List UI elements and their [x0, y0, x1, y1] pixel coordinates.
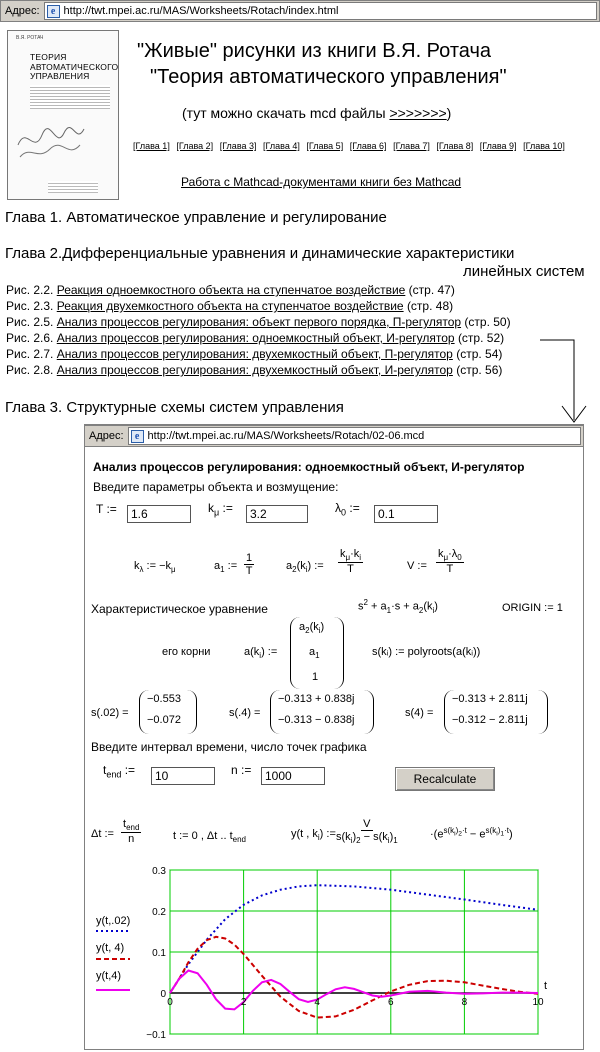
recalculate-button[interactable]: Recalculate: [395, 767, 495, 791]
dt-fraction: $t_{end}$ n: [123, 818, 140, 846]
s02-label: s(.02) =: [91, 707, 129, 719]
lambda-label: [335, 501, 360, 517]
chapter-2-heading: Глава 2.Дифференциальные уравнения и динамические характеристики: [5, 245, 515, 262]
t-range: [173, 830, 246, 844]
V-formula-label: V :=: [407, 560, 427, 572]
a-vector-row: $a_2(k_i)$: [299, 621, 325, 636]
page-title-line1: "Живые" рисунки из книги В.Я. Ротача: [137, 40, 491, 62]
k-symbol: k: [208, 501, 214, 515]
figure-link[interactable]: Анализ процессов регулирования: двухемкостный объект, И-регулятор: [56, 363, 453, 377]
inner-address-label: Адрес:: [89, 430, 124, 442]
figure-page: (стр. 47): [408, 283, 455, 297]
x-tick-label: 0: [167, 997, 173, 1008]
y-tick-label: −0.1: [146, 1030, 166, 1041]
n-label: n :=: [231, 763, 252, 777]
worksheet-heading: Анализ процессов регулирования: одноемкостный объект, И-регулятор: [93, 460, 525, 474]
roots-label: его корни: [162, 646, 211, 658]
s4-vector: [444, 690, 546, 734]
a2-fraction: $\frac{k_\mu\cdot k_i}{T}$: [340, 548, 362, 576]
figure-item: [6, 346, 511, 362]
figure-page: (стр. 48): [406, 299, 454, 313]
chapter-nav: [133, 141, 569, 151]
s02-vector: [139, 690, 195, 734]
s4-label: s(4) =: [405, 707, 434, 719]
params-prompt: Введите параметры объекта и возмущение:: [93, 480, 339, 494]
address-label: Адрес:: [5, 5, 40, 17]
s02-row: −0.553: [147, 693, 181, 705]
figure-item: [6, 282, 511, 298]
t-range-text: t := 0 , Δt .. t: [173, 830, 233, 842]
y-tick-label: 0: [160, 989, 166, 1000]
x-tick-label: 6: [388, 997, 394, 1008]
x-tick-label: 4: [314, 997, 320, 1008]
figure-num: Рис. 2.3.: [6, 299, 54, 313]
k-assign: :=: [222, 501, 233, 515]
lambda-assign: :=: [349, 501, 360, 515]
ie-page-icon: e: [131, 430, 144, 443]
chapter-link-5[interactable]: [Глава 5]: [306, 141, 344, 151]
figure-link[interactable]: Реакция одноемкостного объекта на ступенчатое воздействие: [56, 283, 406, 297]
s4-row: −0.313 + 2.811j: [452, 693, 528, 705]
legend-label-series-2: y(t, 4): [96, 942, 125, 954]
download-suffix: ): [446, 105, 452, 121]
response-chart: [90, 858, 570, 1044]
ie-page-icon: e: [47, 5, 60, 18]
figure-item: [6, 362, 511, 378]
chapter-link-1[interactable]: [Глава 1]: [133, 141, 170, 151]
a-vector-row: 1: [312, 671, 319, 683]
outer-url-text: http://twt.mpei.ac.ru/MAS/Worksheets/Rotach/index.html: [63, 5, 339, 17]
chapter-3-heading: Глава 3. Структурные схемы систем управления: [5, 399, 344, 416]
figure-num: Рис. 2.6.: [6, 331, 54, 345]
figure-page: (стр. 50): [464, 315, 511, 329]
figure-link[interactable]: Анализ процессов регулирования: объект первого порядка, П-регулятор: [56, 315, 462, 329]
x-tick-label: 8: [461, 997, 468, 1008]
origin-statement: ORIGIN := 1: [502, 602, 563, 614]
inner-url-field[interactable]: [128, 427, 581, 445]
chapter-link-3[interactable]: [Глава 3]: [219, 141, 257, 151]
y-fraction: $\frac{V}{s(k_i)_2 - s(k_i)_1}$: [336, 818, 398, 846]
figure-link[interactable]: Анализ процессов регулирования: одноемкостный объект, И-регулятор: [56, 331, 455, 345]
legend-swatch-series-2: [96, 956, 130, 962]
figure-num: Рис. 2.8.: [6, 363, 54, 377]
figure-page: (стр. 54): [456, 347, 503, 361]
k-input[interactable]: 3.2: [246, 505, 308, 523]
chapter-link-9[interactable]: [Глава 9]: [479, 141, 517, 151]
chapter-link-2[interactable]: [Глава 2]: [176, 141, 214, 151]
figure-page: (стр. 52): [457, 331, 505, 345]
chapter-link-8[interactable]: [Глава 8]: [436, 141, 474, 151]
legend-swatch-series-3: [96, 987, 130, 993]
s4a-row: −0.313 + 0.838j: [278, 693, 355, 705]
download-link[interactable]: >>>>>>>: [389, 105, 447, 121]
figure-num: Рис. 2.7.: [6, 347, 54, 361]
figure-item: [6, 314, 511, 330]
chapter-2-heading-cont: линейных систем: [463, 263, 585, 280]
x-axis-label: t: [544, 980, 548, 992]
char-eq-formula: $s^2 + a_1\cdot s + a_2(k_i)$: [358, 598, 438, 615]
n-input[interactable]: 1000: [261, 767, 325, 785]
legend-swatch-series-1: [96, 928, 130, 934]
y-exp-term: $\cdot(e^{s(k_i)_2\cdot t} - e^{s(k_i)_1\cdot t})$: [430, 826, 513, 841]
download-prefix: (тут можно скачать mcd файлы: [182, 105, 390, 121]
a-vector-row: $a_1$: [309, 646, 320, 661]
mathcad-link[interactable]: Работа с Mathcad-документами книги без Mathcad: [181, 175, 462, 189]
y-formula-label: y(t , $k_i$) :=: [291, 828, 336, 843]
legend-label-series-1: y(t,.02): [96, 915, 131, 927]
lambda-symbol: λ: [335, 501, 341, 515]
book-title: ТЕОРИЯ АВТОМАТИЧЕСКОГО УПРАВЛЕНИЯ: [30, 52, 119, 81]
char-eq-label: Характеристическое уравнение: [91, 602, 268, 616]
pointer-arrow-icon: [540, 334, 590, 426]
inner-url-text: http://twt.mpei.ac.ru/MAS/Worksheets/Rotach/02-06.mcd: [147, 430, 425, 442]
chapter-link-10[interactable]: [Глава 10]: [523, 141, 565, 151]
figure-item: [6, 330, 511, 346]
chapter-link-6[interactable]: [Глава 6]: [349, 141, 387, 151]
chapter-link-4[interactable]: [Глава 4]: [263, 141, 300, 151]
polyroots-statement: s(kᵢ) := polyroots(a(kᵢ)): [372, 646, 481, 658]
figure-list: [6, 282, 511, 378]
x-tick-label: 10: [532, 997, 544, 1008]
x-tick-label: 2: [240, 997, 247, 1008]
figure-item: [6, 298, 511, 314]
outer-address-bar: [0, 0, 600, 22]
figure-link[interactable]: Анализ процессов регулирования: двухемкостный объект, П-регулятор: [56, 347, 453, 361]
figure-num: Рис. 2.2.: [6, 283, 54, 297]
figure-link[interactable]: Реакция двухемкостного объекта на ступенчатое воздействие: [56, 299, 404, 313]
download-line: [182, 105, 451, 121]
V-fraction: $\frac{k_\mu\cdot\lambda_0}{T}$: [438, 548, 462, 576]
book-author: В.Я. РОТАЧ: [16, 35, 44, 41]
klambda-formula: $k_\lambda$ := $-k_\mu$: [134, 560, 176, 575]
y-tick-label: 0.2: [152, 907, 166, 918]
book-subtitle-lines: [30, 85, 110, 109]
chapter-link-7[interactable]: [Глава 7]: [393, 141, 430, 151]
lambda-input[interactable]: 0.1: [374, 505, 438, 523]
page-title-line2: "Теория автоматического управления": [150, 66, 507, 88]
t-range-sub: end: [232, 835, 246, 845]
a-vector: [290, 617, 342, 689]
book-cover-image: [7, 30, 119, 200]
y-tick-label: 0.1: [152, 948, 166, 959]
tend-input[interactable]: 10: [151, 767, 215, 785]
book-publisher-lines: [48, 181, 98, 193]
k-label: [208, 501, 233, 517]
tend-subscript: end: [106, 769, 122, 780]
y-tick-label: 0.3: [152, 866, 166, 877]
figure-num: Рис. 2.5.: [6, 315, 54, 329]
s4a-vector: [270, 690, 372, 734]
lambda-subscript: 0: [341, 507, 347, 518]
s02-row: −0.072: [147, 714, 181, 726]
T-label: T :=: [96, 502, 117, 516]
legend-label-series-3: y(t,4): [96, 970, 122, 982]
T-input[interactable]: 1.6: [127, 505, 191, 523]
s4a-label: s(.4) =: [229, 707, 261, 719]
time-prompt: Введите интервал времени, число точек графика: [91, 740, 367, 754]
inner-address-bar: [84, 425, 584, 447]
s4a-row: −0.313 − 0.838j: [278, 714, 355, 726]
a1-formula-label: $a_1$ :=: [214, 560, 238, 575]
s4-row: −0.312 − 2.811j: [452, 714, 528, 726]
outer-url-field[interactable]: [44, 2, 597, 20]
figure-page: (стр. 56): [456, 363, 503, 377]
tend-symbol: t: [103, 763, 107, 777]
k-subscript: μ: [214, 507, 220, 518]
chapter-1-heading: Глава 1. Автоматическое управление и регулирование: [5, 209, 387, 226]
dt-label: Δt :=: [91, 828, 114, 840]
tend-assign: :=: [124, 763, 136, 777]
a2-formula-label: $a_2(k_i)$ :=: [286, 560, 324, 575]
a-vector-label: $a(k_i)$ :=: [244, 646, 278, 661]
tend-label: [103, 763, 135, 779]
book-signature-icon: [16, 115, 86, 165]
a1-fraction: $\frac{1}{T}$: [245, 552, 253, 577]
